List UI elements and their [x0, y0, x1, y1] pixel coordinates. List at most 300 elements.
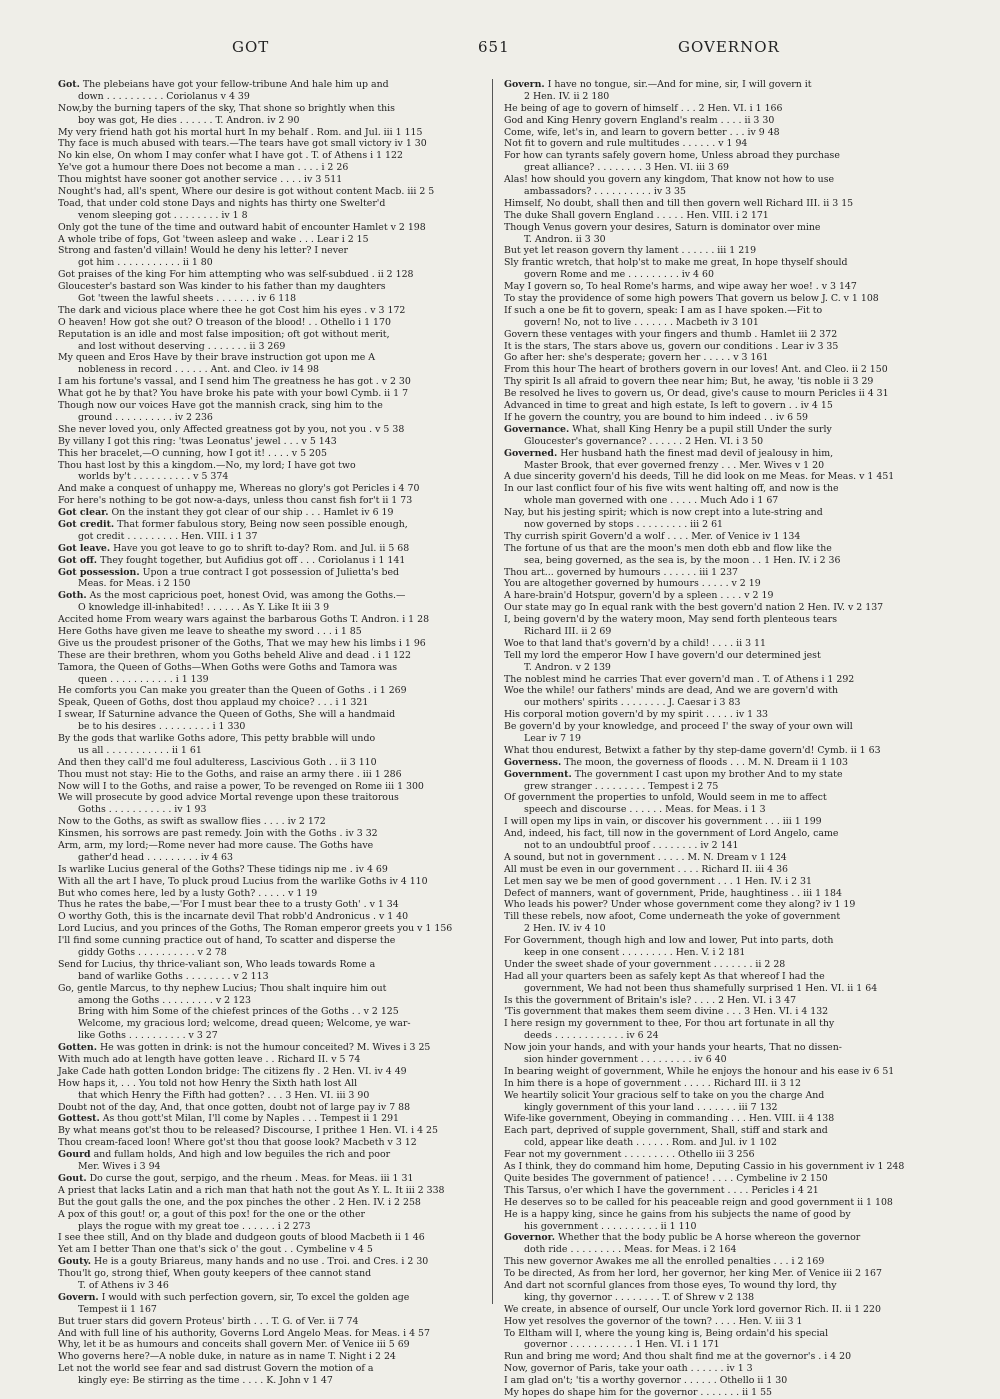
quotation-text: My hopes do shape him for the governor . . . . . . . ii 1 55 [504, 1386, 772, 1398]
quotation-text: Quite besides The government of patience! . . . . Cymbeline iv 2 150 [504, 1172, 828, 1184]
entry-line [58, 1102, 484, 1114]
entry-line [504, 91, 930, 103]
entry-line [58, 507, 484, 519]
entry-line [504, 1256, 930, 1268]
quotation-text: and lost without deserving . . . . . . . ii 3 269 [78, 340, 286, 352]
entry-line [504, 1328, 930, 1340]
entry-line [58, 79, 484, 91]
quotation-text: 2 Hen. IV. iv 4 10 [524, 923, 606, 935]
quotation-text: Nought's had, all's spent, Where our desire is got without content Macb. iii 2 5 [58, 186, 435, 198]
entry-line [58, 269, 484, 281]
entry-line [58, 923, 484, 935]
quotation-text: How yet resolves the governor of the town? . . . . Hen. V. iii 3 1 [504, 1315, 803, 1327]
entry-line [58, 174, 484, 186]
entry-line [58, 602, 484, 614]
entry-line [58, 626, 484, 638]
entry-line [58, 1197, 484, 1209]
quotation-text: On the instant they got clear of our ship . . . Hamlet iv 6 19 [111, 507, 394, 519]
quotation-text: Arm, arm, my lord;—Rome never had more cause. The Goths have [58, 840, 374, 851]
quotation-text: T. Andron. ii 3 30 [524, 233, 606, 245]
quotation-text: whole man governed with one . . . . . Much Ado i 1 67 [524, 495, 779, 507]
entry-line [58, 436, 484, 448]
headword: Got clear. [58, 507, 109, 519]
entry-line [58, 792, 484, 804]
entry-line [58, 555, 484, 567]
entry-line [504, 650, 930, 662]
entry-line [58, 995, 484, 1007]
quotation-text: I, being govern'd by the watery moon, May send forth plenteous tears [504, 614, 838, 626]
quotation-text: In bearing weight of government, While he enjoys the honour and his ease iv 6 51 [504, 1065, 895, 1077]
quotation-text: Jake Cade hath gotten London bridge: The citizens fly . 2 Hen. VI. iv 4 49 [58, 1065, 407, 1077]
quotation-text: With all the art I have, To pluck proud Lucius from the warlike Goths iv 4 110 [58, 875, 428, 887]
quotation-text: Each part, deprived of supple government, Shall, stiff and stark and [504, 1125, 828, 1137]
entry-line [504, 1161, 930, 1173]
quotation-text: now governed by stops . . . . . . . . . iii 2 61 [524, 518, 724, 530]
headword: Governess. [504, 756, 562, 768]
entry-line [504, 804, 930, 816]
quotation-text: From this hour The heart of brothers govern in our loves! Ant. and Cleo. ii 2 150 [504, 364, 888, 376]
entry-line [504, 1375, 930, 1387]
quotation-text: Sly frantic wretch, that holp'st to make me great, In hope thyself should [504, 257, 848, 269]
quotation-text: And dart not scornful glances from those eyes, To wound thy lord, thy [504, 1279, 837, 1291]
entry-line [504, 709, 930, 721]
quotation-text: Go, gentle Marcus, to thy nephew Lucius; Thou shalt inquire him out [58, 982, 387, 994]
entry-line [504, 1232, 930, 1244]
quotation-text: plays the rogue with my great toe . . . . . . i 2 273 [78, 1220, 311, 1232]
quotation-text: deeds . . . . . . . . . . . . iv 6 24 [524, 1030, 659, 1042]
quotation-text: sion hinder government . . . . . . . . . iv 6 40 [524, 1054, 727, 1066]
entry-line [58, 364, 484, 376]
quotation-text: I'll find some cunning practice out of hand, To scatter and disperse the [58, 935, 396, 947]
entry-line [504, 757, 930, 769]
entry-line [58, 899, 484, 911]
quotation-text: T. Andron. v 2 139 [524, 661, 611, 673]
quotation-text: He deserves so to be called for his peaceable reign and good government ii 1 108 [504, 1196, 893, 1208]
entry-line [504, 150, 930, 162]
entry-line [504, 1042, 930, 1054]
quotation-text: For here's nothing to be got now-a-days, unless thou canst fish for't ii 1 73 [58, 495, 413, 507]
quotation-text: Got praises of the king For him attempting who was self-subdued . ii 2 128 [58, 269, 414, 281]
quotation-text: Till these rebels, now afoot, Come underneath the yoke of government [504, 911, 841, 923]
entry-line [504, 662, 930, 674]
quotation-text: Upon a true contract I got possession of Julietta's bed [142, 566, 399, 578]
entry-line [58, 1125, 484, 1137]
entry-line [58, 257, 484, 269]
quotation-text: Doubt not of the day, And, that once gotten, doubt not of large pay iv 7 88 [58, 1101, 411, 1113]
quotation-text: Give us the proudest prisoner of the Goths, That we may hew his limbs i 1 96 [58, 637, 426, 649]
entry-line [58, 138, 484, 150]
entry-line [58, 1090, 484, 1102]
entry-line [504, 329, 930, 341]
entry-line [58, 1256, 484, 1268]
entry-line [58, 127, 484, 139]
quotation-text: The plebeians have got your fellow-tribune And hale him up and [82, 79, 389, 90]
entry-line [58, 1351, 484, 1363]
entry-line [504, 590, 930, 602]
entry-line [58, 210, 484, 222]
quotation-text: Do curse the gout, serpigo, and the rheum . Meas. for Meas. iii 1 31 [89, 1172, 414, 1184]
entry-line [504, 959, 930, 971]
quotation-text: Though Venus govern your desires, Saturn is dominator over mine [504, 221, 821, 233]
quotation-text: grew stranger . . . . . . . . . Tempest i 2 75 [524, 780, 719, 792]
quotation-text: But yet let reason govern thy lament . . . . . . iii 1 219 [504, 245, 757, 257]
quotation-text: Her husband hath the finest mad devil of jealousy in him, [560, 447, 834, 459]
headword: Governance. [504, 423, 570, 435]
entry-line [58, 103, 484, 115]
entry-line [504, 876, 930, 888]
quotation-text: That former fabulous story, Being now seen possible enough, [117, 518, 408, 530]
entry-line [504, 674, 930, 686]
quotation-text: our mothers' spirits . . . . . . . . J. Caesar i 3 83 [524, 697, 741, 709]
quotation-text: Under the sweet shade of your government . . . . . . . ii 2 28 [504, 958, 786, 970]
entry-line [58, 400, 484, 412]
entry-line [504, 947, 930, 959]
entry-line [504, 305, 930, 317]
entry-line [58, 1185, 484, 1197]
quotation-text: queen . . . . . . . . . . . i 1 139 [78, 673, 209, 685]
entry-line [504, 626, 930, 638]
entry-line [504, 1304, 930, 1316]
headword: Govern. [58, 1291, 99, 1303]
quotation-text: Whether that the body public be A horse whereon the governor [558, 1232, 861, 1244]
quotation-text: among the Goths . . . . . . . . . v 2 123 [78, 994, 251, 1006]
entry-line [58, 519, 484, 531]
quotation-text: What got he by that? You have broke his pate with your bowl Cymb. ii 1 7 [58, 388, 409, 400]
quotation-text: down . . . . . . . . . . Coriolanus v 4 39 [78, 90, 250, 102]
quotation-text: Yet am I better Than one that's sick o' the gout . . Cymbeline v 4 5 [58, 1244, 373, 1256]
quotation-text: great alliance? . . . . . . . . 3 Hen. VI. iii 3 69 [524, 162, 730, 174]
quotation-text: Meas. for Meas. i 2 150 [78, 578, 191, 590]
entry-line [58, 531, 484, 543]
quotation-text: By villany I got this ring: 'twas Leonatus' jewel . . . v 5 143 [58, 435, 337, 447]
headword: Governor. [504, 1232, 556, 1244]
entry-line [504, 1339, 930, 1351]
quotation-text: Got 'tween the lawful sheets . . . . . . . iv 6 118 [78, 293, 297, 305]
entry-line [58, 495, 484, 507]
headword: Got possession. [58, 566, 140, 578]
entry-line [504, 995, 930, 1007]
quotation-text: I have no tongue, sir.—And for mine, sir, I will govern it [547, 79, 812, 90]
quotation-text: government, We had not been thus shamefully surprised 1 Hen. VI. ii 1 64 [524, 982, 878, 994]
quotation-text: Not fit to govern and rule multitudes . . . . . . v 1 94 [504, 138, 748, 150]
entry-line [58, 674, 484, 686]
entry-line [58, 329, 484, 341]
entry-line [58, 947, 484, 959]
entry-line [58, 769, 484, 781]
entry-line [504, 781, 930, 793]
quotation-text: Be resolved he lives to govern us, Or dead, give's cause to mourn Pericles ii 4 31 [504, 388, 889, 400]
quotation-text: venom sleeping got . . . . . . . . iv 1 8 [78, 209, 248, 221]
left-running-head: GOT [232, 38, 270, 56]
quotation-text: In him there is a hope of government . . . . . Richard III. ii 3 12 [504, 1077, 802, 1089]
entry-line [58, 1221, 484, 1233]
quotation-text: governor . . . . . . . . . . . 1 Hen. VI. i 1 171 [524, 1339, 720, 1351]
quotation-text: Who governs here?—A noble duke, in nature as in name T. Night i 2 24 [58, 1351, 396, 1363]
entry-line [504, 816, 930, 828]
entry-line [504, 1280, 930, 1292]
entry-line [58, 781, 484, 793]
entry-line [504, 412, 930, 424]
entry-line [504, 1054, 930, 1066]
quotation-text: Himself, No doubt, shall then and till then govern well Richard III. ii 3 15 [504, 197, 854, 209]
quotation-text: O worthy Goth, this is the incarnate devil That robb'd Andronicus . v 1 40 [58, 911, 409, 923]
quotation-text: A pox of this gout! or, a gout of this pox! for the one or the other [58, 1208, 366, 1220]
entry-line [58, 733, 484, 745]
quotation-text: nobleness in record . . . . . . Ant. and Cleo. iv 14 98 [78, 364, 319, 376]
entry-line [58, 1042, 484, 1054]
page-header [0, 38, 1000, 68]
entry-line [504, 721, 930, 733]
entry-line [58, 983, 484, 995]
entry-line [504, 602, 930, 614]
entry-line [58, 317, 484, 329]
quotation-text: Thou mightst have sooner got another service . . . . iv 3 511 [58, 174, 343, 186]
entry-line [504, 923, 930, 935]
quotation-text: be to his desires . . . . . . . . . i 1 330 [78, 721, 246, 733]
entry-line [504, 519, 930, 531]
entry-line [58, 1161, 484, 1173]
entry-line [504, 888, 930, 900]
entry-line [504, 1209, 930, 1221]
quotation-text: She never loved you, only Affected greatness got by you, not you . v 5 38 [58, 423, 405, 435]
entry-line [504, 1173, 930, 1185]
entry-line [58, 186, 484, 198]
entry-line [504, 614, 930, 626]
quotation-text: boy was got, He dies . . . . . . T. Andron. iv 2 90 [78, 114, 300, 126]
entry-line [58, 1137, 484, 1149]
entry-line [58, 911, 484, 923]
entry-line [58, 198, 484, 210]
quotation-text: My very friend hath got his mortal hurt In my behalf . Rom. and Jul. iii 1 115 [58, 126, 423, 138]
quotation-text: What, shall King Henry be a pupil still Under the surly [572, 423, 832, 435]
entry-line [58, 1280, 484, 1292]
entry-line [58, 543, 484, 555]
entry-line [58, 115, 484, 127]
quotation-text: To be directed, As from her lord, her governor, her king Mer. of Venice iii 2 167 [504, 1268, 882, 1280]
quotation-text: doth ride . . . . . . . . . Meas. for Meas. i 2 164 [524, 1244, 737, 1256]
quotation-text: Master Brook, that ever governed frenzy . . . Mer. Wives v 1 20 [524, 459, 825, 471]
entry-line [504, 1351, 930, 1363]
quotation-text: And make a conquest of unhappy me, Whereas no glory's got Pericles i 4 70 [58, 483, 420, 495]
entry-line [504, 840, 930, 852]
quotation-text: All must be even in our government . . . . Richard II. iii 4 36 [504, 863, 789, 875]
quotation-text: The noblest mind he carries That ever govern'd man . T. of Athens i 1 292 [504, 673, 855, 685]
entry-line [504, 1090, 930, 1102]
entry-line [504, 103, 930, 115]
quotation-text: Alas! how should you govern any kingdom, That know not how to use [504, 174, 835, 186]
entry-line [58, 1328, 484, 1340]
entry-line [58, 721, 484, 733]
quotation-text: keep in one consent . . . . . . . . . Hen. V. i 2 181 [524, 947, 746, 959]
quotation-text: Now, governor of Paris, take your oath . . . . . . iv 1 3 [504, 1363, 753, 1375]
entry-line [58, 971, 484, 983]
entry-line [58, 222, 484, 234]
quotation-text: The government I cast upon my brother And to my state [574, 768, 843, 780]
entry-line [504, 1102, 930, 1114]
quotation-text: Send for Lucius, thy thrice-valiant son, Who leads towards Rome a [58, 958, 376, 970]
entry-line [58, 828, 484, 840]
entry-line [504, 685, 930, 697]
quotation-text: For Government, though high and low and lower, Put into parts, doth [504, 935, 834, 947]
right-running-head: GOVERNOR [678, 38, 780, 56]
entry-line [58, 1244, 484, 1256]
quotation-text: ground . . . . . . . . . . iv 2 236 [78, 411, 213, 423]
entry-line [504, 1066, 930, 1078]
quotation-text: My queen and Eros Have by their brave instruction got upon me A [58, 352, 376, 364]
quotation-text: Now,by the burning tapers of the sky, That shone so brightly when this [58, 102, 395, 114]
entry-line [504, 115, 930, 127]
entry-line [58, 1268, 484, 1280]
entry-line [58, 1339, 484, 1351]
entry-line [504, 245, 930, 257]
quotation-text: A sound, but not in government . . . . . M. N. Dream v 1 124 [504, 851, 787, 863]
entry-line [58, 1006, 484, 1018]
entry-line [58, 460, 484, 472]
entry-line [58, 685, 484, 697]
quotation-text: I here resign my government to thee, For thou art fortunate in all thy [504, 1018, 835, 1030]
entry-line [58, 1304, 484, 1316]
entry-line [504, 198, 930, 210]
entry-line [58, 305, 484, 317]
quotation-text: us all . . . . . . . . . . . ii 1 61 [78, 744, 202, 756]
quotation-text: got credit . . . . . . . . . Hen. VIII. i 1 37 [78, 530, 258, 542]
quotation-text: He comforts you Can make you greater than the Queen of Goths . i 1 269 [58, 685, 407, 697]
entry-line [58, 1078, 484, 1090]
quotation-text: Ye've got a humour there Does not become a man . . . . i 2 26 [58, 162, 349, 174]
quotation-text: Our state may go In equal rank with the best govern'd nation 2 Hen. IV. v 2 137 [504, 602, 884, 614]
entry-line [504, 162, 930, 174]
entry-line [58, 424, 484, 436]
entry-line [58, 412, 484, 424]
headword: Gouty. [58, 1256, 92, 1268]
quotation-text: I swear, If Saturnine advance the Queen of Goths, She will a handmaid [58, 709, 396, 721]
quotation-text: To stay the providence of some high powers That govern us below J. C. v 1 108 [504, 293, 879, 305]
quotation-text: Tamora, the Queen of Goths—When Goths were Goths and Tamora was [58, 661, 398, 673]
entry-line [504, 495, 930, 507]
entry-line [504, 567, 930, 579]
entry-line [58, 1030, 484, 1042]
quotation-text: The duke Shall govern England . . . . . Hen. VIII. i 2 171 [504, 209, 769, 221]
quotation-text: As the most capricious poet, honest Ovid, was among the Goths.— [89, 590, 406, 602]
quotation-text: Thou hast lost by this a kingdom.—No, my lord; I have got two [58, 459, 356, 471]
quotation-text: I am glad on't; 'tis a worthy governor . . . . . . Othello ii 1 30 [504, 1375, 788, 1387]
entry-line [504, 1125, 930, 1137]
quotation-text: his government . . . . . . . . . . ii 1 110 [524, 1220, 697, 1232]
quotation-text: A whole tribe of fops, Got 'tween asleep and wake . . . Lear i 2 15 [58, 233, 369, 245]
entry-line [58, 935, 484, 947]
quotation-text: It is the stars, The stars above us, govern our conditions . Lear iv 3 35 [504, 340, 839, 352]
quotation-text: We heartily solicit Your gracious self to take on you the charge And [504, 1089, 825, 1101]
quotation-text: 'Tis government that makes them seem divine . . . 3 Hen. VI. i 4 132 [504, 1006, 829, 1018]
entry-line [58, 662, 484, 674]
quotation-text: Wife-like government, Obeying in commanding . . . Hen. VIII. ii 4 138 [504, 1113, 835, 1125]
entry-line [58, 840, 484, 852]
entry-line [58, 150, 484, 162]
entry-line [58, 757, 484, 769]
entry-line [504, 281, 930, 293]
entry-line [504, 483, 930, 495]
entry-line [58, 614, 484, 626]
entry-line [504, 1363, 930, 1375]
entry-line [504, 1006, 930, 1018]
left-column [58, 79, 484, 1387]
entry-line [58, 590, 484, 602]
entry-line [58, 1232, 484, 1244]
quotation-text: As thou gott'st Milan, I'll come by Naples . . . Tempest ii 1 291 [102, 1113, 400, 1125]
quotation-text: Is warlike Lucius general of the Goths? These tidings nip me . iv 4 69 [58, 863, 388, 875]
quotation-text: Here Goths have given me leave to sheathe my sword . . . i 1 85 [58, 625, 362, 637]
quotation-text: Run and bring me word; And thou shalt find me at the governor's . i 4 20 [504, 1351, 852, 1363]
quotation-text: This new governor Awakes me all the enrolled penalties . . . i 2 169 [504, 1256, 825, 1268]
headword: Gotten. [58, 1042, 97, 1054]
entry-line [58, 483, 484, 495]
quotation-text: By what means got'st thou to be released? Discourse, I prithee 1 Hen. VI. i 4 25 [58, 1125, 438, 1137]
entry-line [58, 245, 484, 257]
quotation-text: Only got the tune of the time and outward habit of encounter Hamlet v 2 198 [58, 221, 426, 233]
page-number: 651 [478, 38, 510, 56]
entry-line [504, 1197, 930, 1209]
entry-line [504, 1018, 930, 1030]
entry-line [58, 876, 484, 888]
quotation-text: 2 Hen. IV. ii 2 180 [524, 90, 610, 102]
quotation-text: The moon, the governess of floods . . . M. N. Dream ii 1 103 [564, 756, 848, 768]
quotation-text: Now to the Goths, as swift as swallow flies . . . . iv 2 172 [58, 816, 326, 828]
entry-line [504, 697, 930, 709]
quotation-text: speech and discourse . . . . . . Meas. for Meas. i 1 3 [524, 804, 766, 816]
quotation-text: The dark and vicious place where thee he got Cost him his eyes . v 3 172 [58, 304, 406, 316]
quotation-text: This Tarsus, o'er which I have the government . . . . Pericles i 4 21 [504, 1184, 819, 1196]
quotation-text: Come, wife, let's in, and learn to govern better . . . iv 9 48 [504, 126, 780, 138]
quotation-text: How haps it, . . . You told not how Henry the Sixth hath lost All [58, 1077, 358, 1089]
quotation-text: Let not the world see fear and sad distrust Govern the motion of a [58, 1363, 374, 1375]
entry-line [58, 888, 484, 900]
quotation-text: They fought together, but Aufidius got off . . . Coriolanus i 1 141 [100, 554, 406, 566]
entry-line [504, 317, 930, 329]
quotation-text: Advanced in time to great and high estate, Is left to govern . . iv 4 15 [504, 400, 833, 412]
entry-line [504, 400, 930, 412]
entry-line [504, 1149, 930, 1161]
quotation-text: May I govern so, To heal Rome's harms, and wipe away her woe! . v 3 147 [504, 281, 857, 293]
entry-line [504, 971, 930, 983]
entry-line [58, 745, 484, 757]
entry-line [58, 852, 484, 864]
quotation-text: Woe to that land that's govern'd by a child! . . . . ii 3 11 [504, 637, 766, 649]
entry-line [504, 733, 930, 745]
quotation-text: Have you got leave to go to shrift to-day? Rom. and Jul. ii 5 68 [113, 542, 410, 554]
entry-line [504, 507, 930, 519]
entry-line [58, 388, 484, 400]
quotation-text: But truer stars did govern Proteus' birth . . . T. G. of Ver. ii 7 74 [58, 1315, 359, 1327]
quotation-text: Thou cream-faced loon! Where got'st thou that goose look? Macbeth v 3 12 [58, 1137, 417, 1149]
quotation-text: He is a happy king, since he gains from his subjects the name of good by [504, 1208, 851, 1220]
quotation-text: worlds by't . . . . . . . . . . v 5 374 [78, 471, 229, 483]
quotation-text: We create, in absence of ourself, Our uncle York lord governor Rich. II. ii 1 220 [504, 1303, 881, 1315]
entry-line [504, 792, 930, 804]
entry-line [58, 1018, 484, 1030]
quotation-text: giddy Goths . . . . . . . . . . v 2 78 [78, 947, 227, 959]
headword: Gourd [58, 1149, 91, 1161]
quotation-text: In our last conflict four of his five wits went halting off, and now is the [504, 483, 839, 495]
entry-line [504, 983, 930, 995]
quotation-text: If he govern the country, you are bound to him indeed . . iv 6 59 [504, 411, 809, 423]
quotation-text: Thou art... governed by humours . . . . . . iii 1 237 [504, 566, 739, 578]
quotation-text: O heaven! How got she out? O treason of the blood! . . Othello i 1 170 [58, 316, 391, 328]
quotation-text: No kin else, On whom I may confer what I have got . T. of Athens i 1 122 [58, 150, 403, 162]
entry-line [504, 911, 930, 923]
quotation-text: With much ado at length have gotten leave . . Richard II. v 5 74 [58, 1054, 361, 1066]
quotation-text: Thy face is much abused with tears.—The tears have got small victory iv 1 30 [58, 138, 427, 150]
entry-line [504, 210, 930, 222]
